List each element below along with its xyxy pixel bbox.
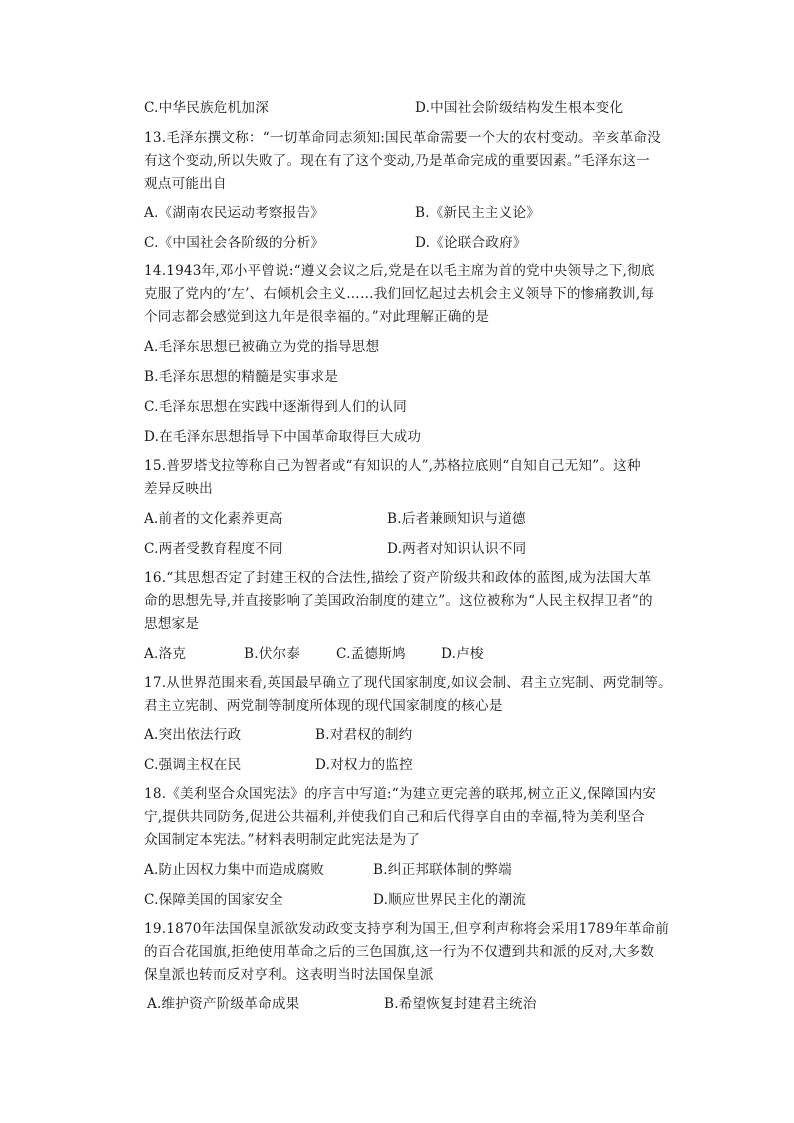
q19-stem-line: 的百合花国旗,拒绝使用革命之后的三色国旗,这一行为不仅遭到共和派的反对,大多数 [144,944,655,960]
q16-option-c: C.孟德斯鸠 [336,646,406,662]
q19-option-b: B.希望恢复封建君主统治 [384,996,537,1012]
q17-option-d: D.对权力的监控 [315,757,413,773]
q12-option-d: D.中国社会阶级结构发生根本变化 [415,100,624,116]
q17-stem-line: 君主立宪制、两党制等制度所体现的现代国家制度的核心是 [144,698,503,714]
q18-option-d: D.顺应世界民主化的潮流 [373,892,527,908]
q19-option-a: A.维护资产阶级革命成果 [147,996,300,1012]
q16-option-b: B.伏尔泰 [244,646,301,662]
q15-option-c: C.两者受教育程度不同 [144,541,283,557]
q17-option-c: C.强调主权在民 [144,757,242,773]
q14-stem-line: 14.1943年,邓小平曾说:“遵义会议之后,党是在以毛主席为首的党中央领导之下,彻底 [144,263,655,279]
q17-option-a: A.突出依法行政 [144,727,242,743]
q13-stem-line: 有这个变动,所以失败了。现在有了这个变动,乃是革命完成的重要因素。”毛泽东这一 [144,153,650,169]
q15-stem-line: 15.普罗塔戈拉等称自己为智者或“有知识的人”,苏格拉底则“自知自己无知”。这种 [144,458,641,474]
q18-option-a: A.防止因权力集中而造成腐败 [144,862,325,878]
q18-option-c: C.保障美国的国家安全 [144,892,283,908]
q15-option-d: D.两者对知识认识不同 [387,541,527,557]
q18-stem-line: 18.《美利坚合众国宪法》的序言中写道:“为建立更完善的联邦,树立正义,保障国内安 [144,786,657,802]
q14-stem-line: 克服了党内的‘左’、右倾机会主义……我们回忆起过去机会主义领导下的惨痛教训,每 [144,286,655,302]
q17-option-b: B.对君权的制约 [315,727,413,743]
q17-stem-line: 17.从世界范围来看,英国最早确立了现代国家制度,如议会制、君主立宪制、两党制等。 [144,675,672,691]
q14-option-c: C.毛泽东思想在实践中逐渐得到人们的认同 [144,399,407,415]
q13-option-b: B.《新民主主义论》 [415,205,541,221]
q14-option-d: D.在毛泽东思想指导下中国革命取得巨大成功 [144,429,422,445]
q16-stem-line: 命的思想先导,并直接影响了美国政治制度的建立”。这位被称为“人民主权捍卫者”的 [144,593,653,609]
q13-option-a: A.《湖南农民运动考察报告》 [144,205,325,221]
q13-stem-line: 观点可能出自 [144,176,227,192]
q16-option-d: D.卢梭 [441,646,484,662]
q16-stem-line: 思想家是 [144,616,200,632]
q16-option-a: A.洛克 [144,646,187,662]
q15-option-b: B.后者兼顾知识与道德 [387,511,526,527]
q18-option-b: B.纠正邦联体制的弊端 [373,862,512,878]
q18-stem-line: 宁,提供共同防务,促进公共福利,并使我们自己和后代得享自由的幸福,特为美利坚合 [144,809,645,825]
q15-option-a: A.前者的文化素养更高 [144,511,283,527]
q19-stem-line: 19.1870年法国保皇派欲发动政变支持亨利为国王,但亨利声称将会采用1789年革命前 [144,921,670,937]
q16-stem-line: 16.“其思想否定了封建王权的合法性,描绘了资产阶级共和政体的蓝图,成为法国大革 [144,570,652,586]
q19-stem-line: 保皇派也转而反对亨利。这表明当时法国保皇派 [144,967,434,983]
q13-option-c: C.《中国社会各阶级的分析》 [144,235,325,251]
q15-stem-line: 差异反映出 [144,481,213,497]
q14-stem-line: 个同志都会感觉到这九年是很幸福的。”对此理解正确的是 [144,309,490,325]
q18-stem-line: 众国制定本宪法。”材料表明制定此宪法是为了 [144,832,421,848]
q12-option-c: C.中华民族危机加深 [144,100,269,116]
q13-stem-line: 13.毛泽东撰文称：“一切革命同志须知:国民革命需要一个大的农村变动。辛亥革命没 [144,130,661,146]
q14-option-a: A.毛泽东思想已被确立为党的指导思想 [144,339,380,355]
q13-option-d: D.《论联合政府》 [415,235,527,251]
q14-option-b: B.毛泽东思想的精髓是实事求是 [144,369,339,385]
